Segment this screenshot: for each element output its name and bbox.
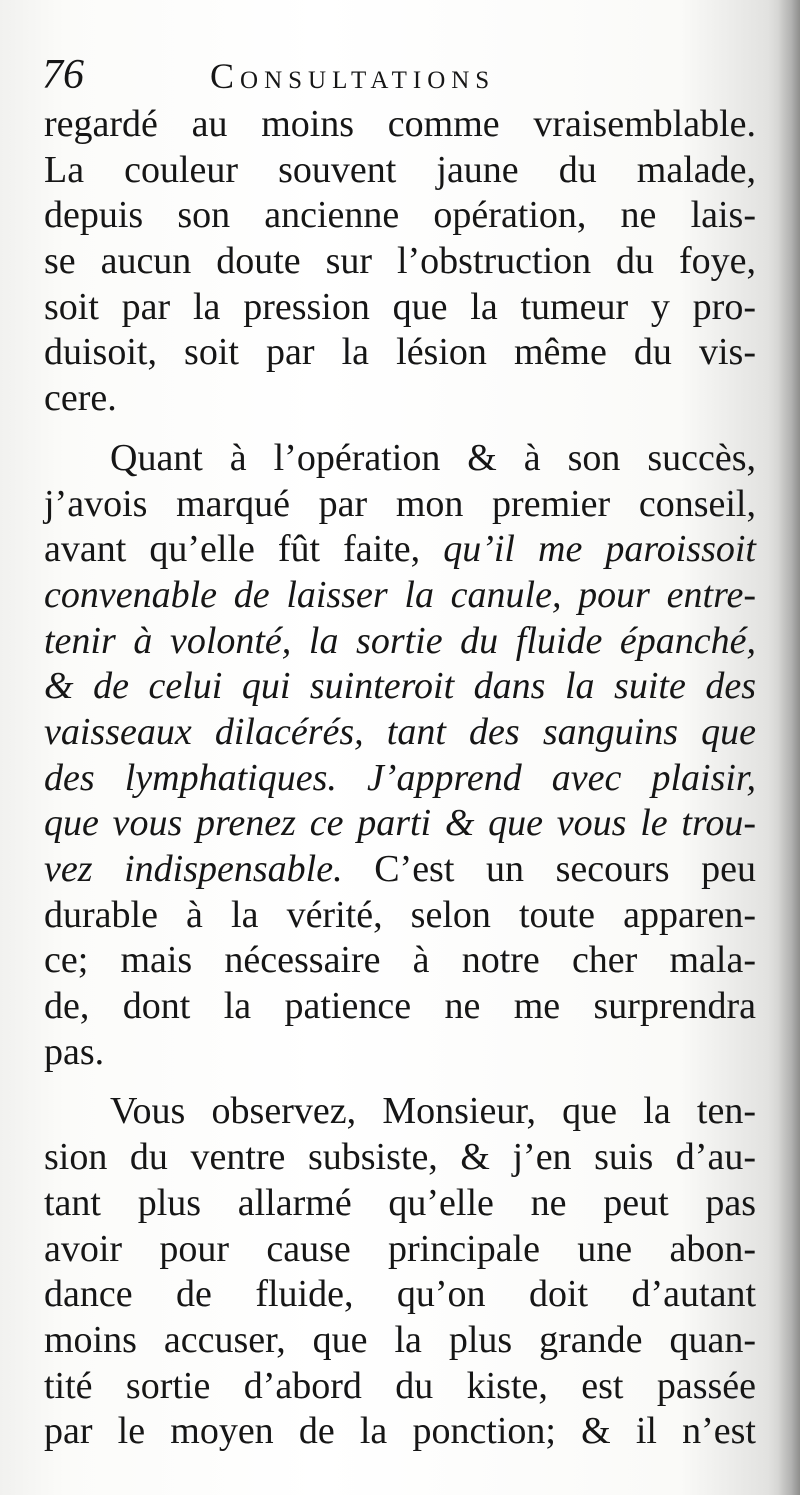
- text-line: [44, 102, 756, 148]
- roman-text: Vous observez, Monsieur, que la ten-: [110, 1090, 756, 1133]
- page-number: 76: [42, 52, 84, 98]
- italic-text: vez indispensable.: [44, 848, 375, 890]
- text-line: [44, 376, 756, 422]
- roman-text: duisoit, soit par la lésion même du vis-: [44, 331, 756, 374]
- text-line: [44, 1135, 756, 1181]
- italic-text: des lymphatiques. J’apprend avec plaisir,: [44, 756, 756, 799]
- text-line: [44, 436, 756, 482]
- roman-text: se aucun doute sur l’obstruction du foye,: [44, 240, 756, 283]
- roman-text: de, dont la patience ne me surprendra: [44, 985, 756, 1028]
- roman-text: tant plus allarmé qu’elle ne peut pas: [44, 1181, 756, 1224]
- text-line: [44, 573, 756, 619]
- text-line: [44, 1181, 756, 1227]
- text-line: [44, 893, 756, 939]
- italic-text: & de celui qui suinteroit dans la suite des: [44, 665, 756, 708]
- text-line: [44, 984, 756, 1030]
- text-line: [44, 619, 756, 665]
- text-line: [44, 801, 756, 847]
- text-line: [44, 193, 756, 239]
- roman-text: cere.: [44, 377, 117, 420]
- text-line: [44, 1272, 756, 1318]
- text-line: [44, 1318, 756, 1364]
- text-line: [44, 1409, 756, 1455]
- roman-text: ce; mais nécessaire à notre cher mala-: [44, 939, 756, 982]
- roman-text: sion du ventre subsiste, & j’en suis d’au-: [44, 1136, 756, 1179]
- roman-text: C’est un secours peu: [374, 848, 756, 890]
- roman-text: regardé au moins comme vraisemblable.: [44, 103, 756, 145]
- italic-text: convenable de laisser la canule, pour entre-: [44, 573, 756, 616]
- roman-text: avant qu’elle fût faite,: [44, 528, 444, 571]
- text-line: [44, 1089, 756, 1135]
- roman-text: soit par la pression que la tumeur y pro-: [44, 285, 756, 328]
- text-line: [44, 664, 756, 710]
- text-line: [44, 148, 756, 194]
- text-line: [44, 239, 756, 285]
- text-line: [44, 1364, 756, 1410]
- text-line: [44, 482, 756, 528]
- roman-text: pas.: [44, 1030, 105, 1073]
- text-line: [44, 938, 756, 984]
- italic-text: vaisseaux dilacérés, tant des sanguins que: [44, 710, 756, 753]
- italic-text: qu’il me paroissoit: [443, 528, 756, 571]
- roman-text: avoir pour cause principale une abon-: [44, 1227, 756, 1270]
- text-line: [44, 756, 756, 802]
- text-line: [44, 285, 756, 331]
- roman-text: depuis son ancienne opération, ne lais-: [44, 194, 756, 237]
- roman-text: Quant à l’opération & à son succès,: [110, 436, 756, 479]
- text-line: [44, 527, 756, 573]
- roman-text: La couleur souvent jaune du malade,: [44, 148, 756, 191]
- text-line: [44, 330, 756, 376]
- page-edge-shadow: [778, 0, 800, 1495]
- italic-text: tenir à volonté, la sortie du fluide épanché,: [44, 619, 756, 662]
- roman-text: par le moyen de la ponction; & il n’est: [44, 1410, 756, 1453]
- text-line: [44, 1227, 756, 1273]
- roman-text: moins accuser, que la plus grande quan-: [44, 1318, 756, 1361]
- text-line: [44, 710, 756, 756]
- roman-text: durable à la vérité, selon toute apparen-: [44, 893, 756, 936]
- text-line: [44, 1030, 756, 1076]
- roman-text: j’avois marqué par mon premier conseil,: [44, 482, 756, 525]
- roman-text: dance de fluide, qu’on doit d’autant: [44, 1273, 756, 1316]
- body-text: [44, 102, 756, 1455]
- page-header: [42, 50, 732, 100]
- running-title: Consultations: [210, 56, 496, 96]
- roman-text: tité sortie d’abord du kiste, est passée: [44, 1364, 756, 1407]
- text-line: [44, 847, 756, 893]
- italic-text: que vous prenez ce parti & que vous le trou-: [44, 802, 756, 845]
